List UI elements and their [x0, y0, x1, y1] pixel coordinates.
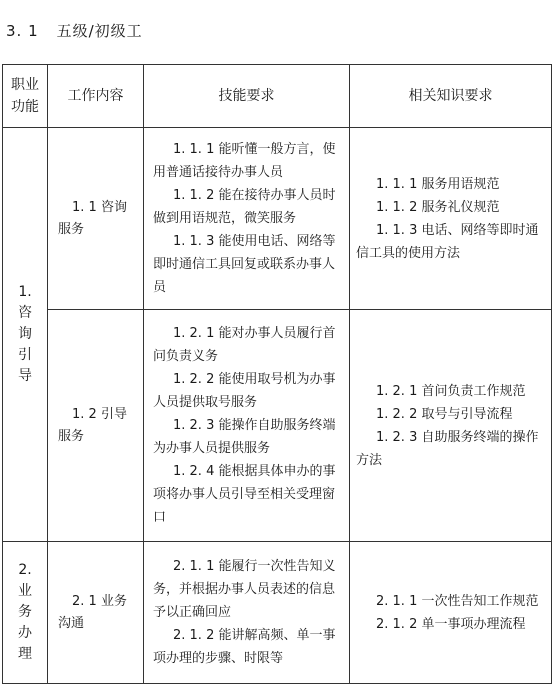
- table-row: [3, 128, 552, 310]
- content-cell: 2. 1 业务 沟通: [48, 542, 144, 684]
- knowledge-cell: 2. 1. 1 一次性告知工作规范 2. 1. 2 单一事项办理流程: [350, 542, 552, 684]
- table-row: [3, 542, 552, 684]
- table-row: [3, 310, 552, 542]
- content-cell: 1. 1 咨询 服务: [48, 128, 144, 310]
- header-function: 职业功能: [3, 65, 48, 128]
- section-title: 五级/初级工: [56, 22, 143, 40]
- section-heading: [6, 20, 143, 41]
- header-skills: 技能要求: [144, 65, 350, 128]
- function-cell-1: [3, 128, 48, 542]
- content-cell: 1. 2 引导 服务: [48, 310, 144, 542]
- skills-cell: 1. 1. 1 能听懂一般方言，使用普通话接待办事人员 1. 1. 2 能在接待办事人员时做到用语规范，微笑服务 1. 1. 3 能使用电话、网络等即时通信工具回复或联系办事人员: [144, 128, 350, 310]
- knowledge-cell: 1. 1. 1 服务用语规范 1. 1. 2 服务礼仪规范 1. 1. 3 电话、网络等即时通信工具的使用方法: [350, 128, 552, 310]
- function-label-1: 1. 咨 询 引 导: [18, 283, 32, 384]
- header-content: 工作内容: [48, 65, 144, 128]
- skills-table: [2, 64, 552, 684]
- knowledge-cell: 1. 2. 1 首问负责工作规范 1. 2. 2 取号与引导流程 1. 2. 3 自助服务终端的操作方法: [350, 310, 552, 542]
- function-label-2: 2. 业 务 办 理: [18, 561, 32, 662]
- skills-cell: 1. 2. 1 能对办事人员履行首问负责义务 1. 2. 2 能使用取号机为办事人员提供取号服务 1. 2. 3 能操作自助服务终端为办事人员提供服务 1. 2. 4 能根据具体申办的事项将办事人员引导至相关受理窗口: [144, 310, 350, 542]
- header-knowledge: 相关知识要求: [350, 65, 552, 128]
- function-cell-2: [3, 542, 48, 684]
- table-header-row: [3, 65, 552, 128]
- skills-cell: 2. 1. 1 能履行一次性告知义务，并根据办事人员表述的信息予以正确回应 2. 1. 2 能讲解高频、单一事项办理的步骤、时限等: [144, 542, 350, 684]
- section-number: 3. 1: [6, 22, 39, 40]
